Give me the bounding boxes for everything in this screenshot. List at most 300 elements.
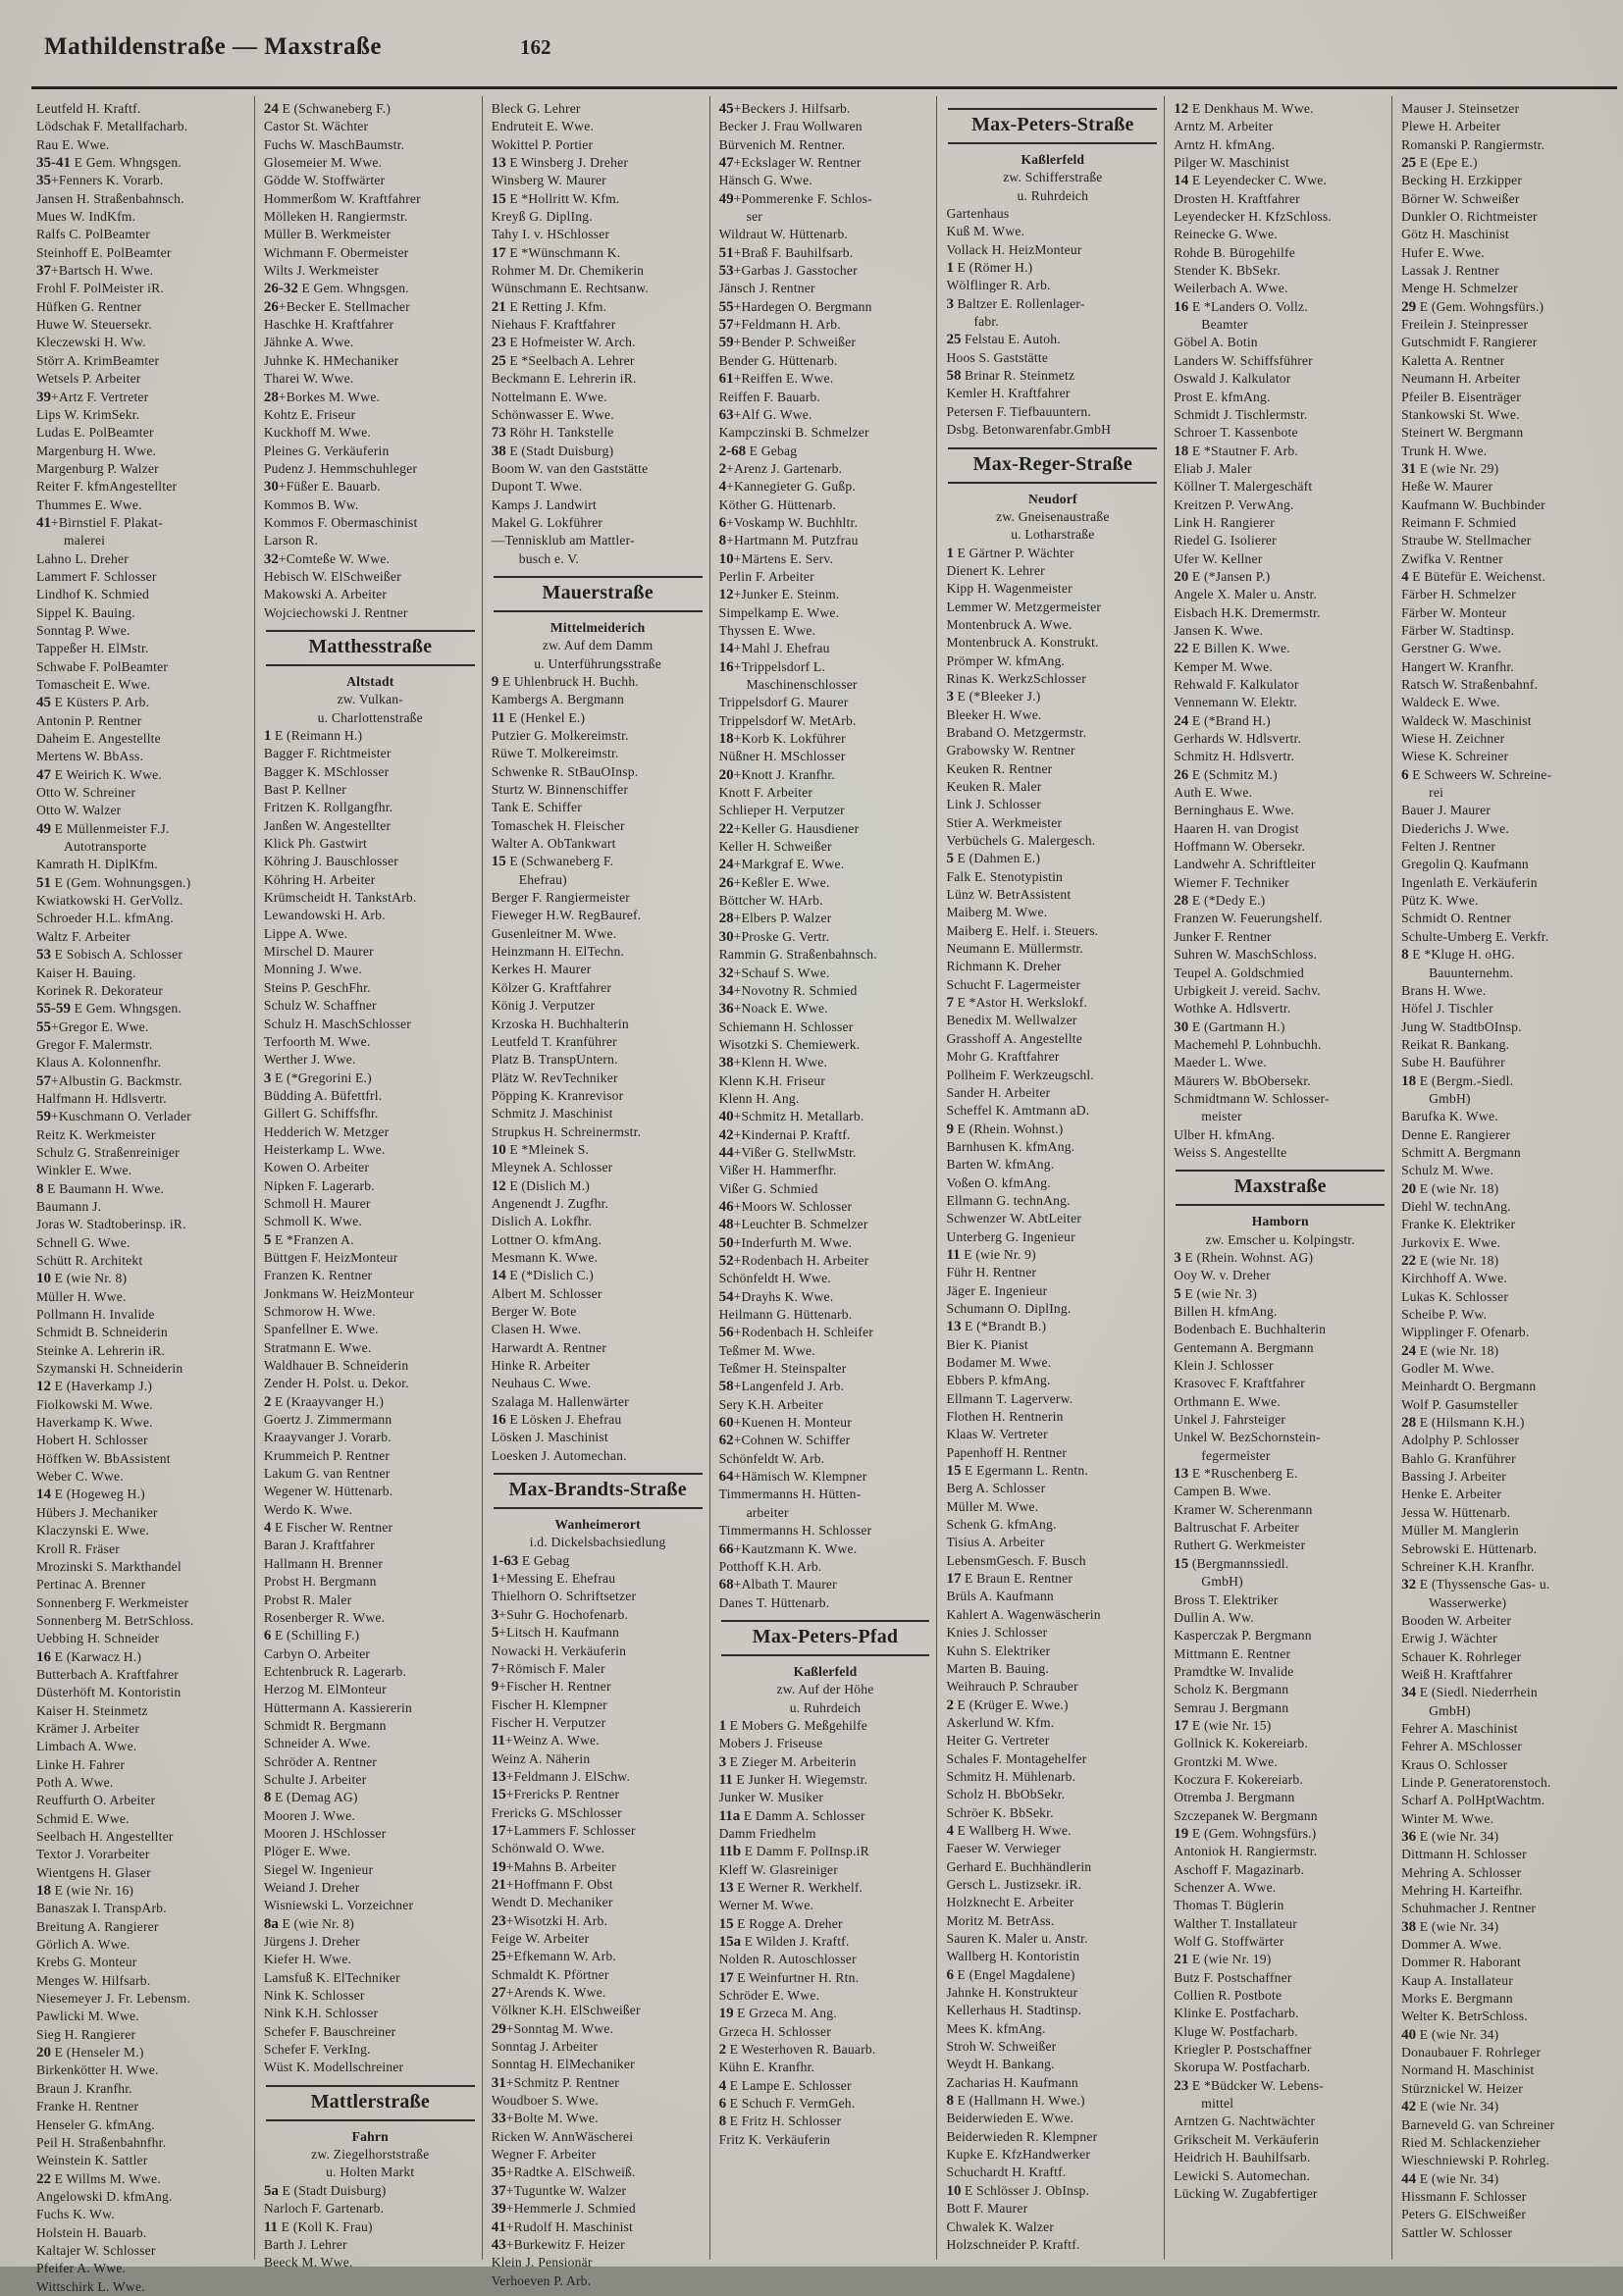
directory-entry: Fehrer A. MSchlosser bbox=[1401, 1739, 1523, 1754]
directory-entry: 13 E *Ruschenberg E. bbox=[1174, 1466, 1298, 1483]
directory-entry: Pfeiler B. Eisenträger bbox=[1401, 389, 1521, 404]
directory-entry: Beiderwieden E. Wwe. bbox=[946, 2111, 1074, 2126]
directory-entry: Lödschak F. Metallfacharb. bbox=[36, 119, 188, 134]
directory-entry: Gillert G. Schiffsfhr. bbox=[263, 1106, 379, 1122]
directory-entry: Normand H. Maschinist bbox=[1401, 2062, 1535, 2078]
directory-entry: 45+Beckers J. Hilfsarb. bbox=[718, 101, 851, 117]
directory-entry: Moritz M. BetrAss. bbox=[946, 1912, 1055, 1928]
masthead-rule bbox=[31, 86, 1617, 89]
district-label: Kaßlerfeld bbox=[1021, 152, 1085, 167]
directory-entry: Kamps J. Landwirt bbox=[491, 496, 597, 512]
house-number: 35-41 bbox=[36, 155, 71, 172]
house-number: 49 bbox=[718, 190, 734, 207]
house-number: 23 bbox=[1174, 2077, 1189, 2094]
entry-continuation: Beamter bbox=[1201, 317, 1248, 333]
directory-entry: Schlieper H. Verputzer bbox=[718, 803, 845, 818]
house-number: 2 bbox=[718, 460, 727, 477]
house-number: 35 bbox=[491, 2165, 506, 2181]
directory-entry: Szczepanek W. Bergmann bbox=[1174, 1807, 1318, 1823]
directory-entry: Poth A. Wwe. bbox=[36, 1774, 114, 1790]
house-number: 14 bbox=[1174, 173, 1189, 189]
directory-entry: 34 E (Siedl. Niederrhein bbox=[1401, 1685, 1538, 1701]
house-number: 34 bbox=[1401, 1685, 1417, 1701]
directory-entry: Orthmann E. Wwe. bbox=[1174, 1393, 1281, 1409]
directory-entry: 4 E Wallberg H. Wwe. bbox=[946, 1822, 1072, 1839]
directory-entry: Schönfeldt H. Wwe. bbox=[718, 1271, 831, 1286]
directory-entry: 15+Frericks P. Rentner bbox=[491, 1787, 620, 1803]
directory-entry: 26+Keßler E. Wwe. bbox=[718, 874, 830, 891]
house-number: 11 bbox=[491, 709, 505, 726]
directory-entry: Kaltajer W. Schlosser bbox=[36, 2242, 156, 2258]
directory-entry: Spanfellner E. Wwe. bbox=[263, 1322, 379, 1337]
directory-entry: Kommos B. Ww. bbox=[263, 496, 359, 512]
directory-entry: Schuchardt H. Kraftf. bbox=[946, 2165, 1067, 2180]
house-number: 41 bbox=[491, 2218, 506, 2235]
entry-continuation: Maschinenschlosser bbox=[746, 677, 858, 692]
directory-entry: Birkenkötter H. Wwe. bbox=[36, 2062, 159, 2078]
directory-entry: Bauer J. Maurer bbox=[1401, 803, 1492, 818]
house-number: 47 bbox=[718, 155, 734, 172]
directory-entry: 18+Korb K. Lokführer bbox=[718, 731, 846, 748]
directory-entry: Göbel A. Botin bbox=[1174, 335, 1258, 350]
directory-entry: Arntzen G. Nachtwächter bbox=[1174, 2113, 1316, 2129]
directory-entry: Putzier G. Molkereimstr. bbox=[491, 728, 629, 743]
directory-entry: Schmorow H. Wwe. bbox=[263, 1304, 376, 1319]
directory-entry: 27+Arends K. Wwe. bbox=[491, 1985, 606, 2002]
directory-entry: Loesken J. Automechan. bbox=[491, 1447, 627, 1463]
house-number: 12 bbox=[36, 1379, 51, 1395]
directory-entry: 2 E (Kraayvanger H.) bbox=[263, 1393, 385, 1410]
street-header: Mauerstraße bbox=[494, 576, 703, 612]
directory-entry: Berger F. Rangiermeister bbox=[491, 890, 630, 906]
directory-entry: Linke H. Fahrer bbox=[36, 1756, 126, 1772]
directory-entry: Keuken R. Maler bbox=[946, 779, 1042, 794]
house-number: 10 bbox=[491, 1141, 506, 1158]
directory-entry: Krzoska H. Buchhalterin bbox=[491, 1016, 629, 1031]
directory-entry: Lippe A. Wwe. bbox=[263, 925, 348, 941]
directory-entry: Werner M. Wwe. bbox=[718, 1898, 814, 1913]
directory-entry: Angele X. Maler u. Anstr. bbox=[1174, 587, 1318, 602]
directory-entry: 42+Kindernai P. Kraftf. bbox=[718, 1126, 851, 1143]
directory-entry: Pollheim F. Werkzeugschl. bbox=[946, 1067, 1095, 1082]
directory-entry: 34+Novotny R. Schmied bbox=[718, 982, 858, 999]
directory-entry: Kriegler P. Postschaffner bbox=[1174, 2042, 1312, 2058]
directory-entry: Szymanski H. Schneiderin bbox=[36, 1361, 183, 1377]
directory-entry: Walther T. Installateur bbox=[1174, 1915, 1297, 1931]
directory-entry: 55-59 E Gem. Whngsgen. bbox=[36, 1001, 183, 1018]
directory-entry: Fischer H. Verputzer bbox=[491, 1714, 606, 1730]
house-number: 3 bbox=[946, 295, 954, 312]
directory-entry: 4 E Bütefür E. Weichenst. bbox=[1401, 568, 1546, 585]
directory-entry: Frericks G. MSchlosser bbox=[491, 1804, 622, 1820]
house-number: 35 bbox=[36, 173, 51, 189]
directory-entry: Carbyn O. Arbeiter bbox=[263, 1645, 371, 1661]
directory-entry: Kreitzen P. VerwAng. bbox=[1174, 496, 1294, 512]
directory-entry: Wientgens H. Glaser bbox=[36, 1864, 151, 1880]
directory-entry: Verhoeven P. Arb. bbox=[491, 2272, 592, 2288]
directory-entry: Petersen F. Tiefbauuntern. bbox=[946, 403, 1092, 419]
directory-entry: Unterberg G. Ingenieur bbox=[946, 1228, 1075, 1244]
directory-entry: König J. Verputzer bbox=[491, 998, 596, 1014]
directory-entry: Maeder L. Wwe. bbox=[1174, 1055, 1267, 1070]
directory-entry: Dsbg. Betonwarenfabr.GmbH bbox=[946, 422, 1112, 438]
directory-entry: Gartenhaus bbox=[946, 206, 1010, 222]
directory-entry: Wildraut W. Hüttenarb. bbox=[718, 227, 849, 242]
directory-entry: Antoniok H. Rangiermstr. bbox=[1174, 1844, 1318, 1859]
district-label: Hamborn bbox=[1251, 1214, 1309, 1229]
directory-entry: Askerlund W. Kfm. bbox=[946, 1714, 1055, 1730]
house-number: 66 bbox=[718, 1540, 734, 1557]
directory-entry: Hebisch W. ElSchweißer bbox=[263, 568, 401, 584]
directory-entry: 30+Füßer E. Bauarb. bbox=[263, 479, 381, 496]
directory-entry: Tank E. Schiffer bbox=[491, 800, 582, 815]
directory-entry: Dienert K. Lehrer bbox=[946, 562, 1045, 578]
directory-entry: 11a E Damm A. Schlosser bbox=[718, 1807, 865, 1824]
house-number: 61 bbox=[718, 371, 734, 388]
directory-entry: Ricken W. AnnWäscherei bbox=[491, 2128, 634, 2144]
directory-entry: 24 E (Schwaneberg F.) bbox=[263, 101, 392, 117]
directory-entry: 28 E (*Dedy E.) bbox=[1174, 893, 1266, 910]
directory-entry: Büdding A. Büfettfrl. bbox=[263, 1087, 383, 1103]
directory-entry: Adolphy P. Schlosser bbox=[1401, 1433, 1520, 1448]
house-number: 7 bbox=[491, 1660, 499, 1677]
directory-entry: Steinert W. Bergmann bbox=[1401, 425, 1524, 441]
directory-entry: 20 E (wie Nr. 18) bbox=[1401, 1180, 1499, 1197]
directory-entry: Rehwald F. Kalkulator bbox=[1174, 677, 1299, 692]
directory-entry: Tahy I. v. HSchlosser bbox=[491, 227, 610, 242]
directory-entry: 5 E *Franzen A. bbox=[263, 1231, 354, 1248]
directory-entry: Vißer G. Schmied bbox=[718, 1180, 818, 1196]
directory-entry: Hangert W. Kranfhr. bbox=[1401, 658, 1514, 674]
directory-entry: Maiberg M. Wwe. bbox=[946, 905, 1048, 920]
directory-entry: Thomas T. Büglerin bbox=[1174, 1898, 1284, 1913]
directory-entry: 68+Albath T. Maurer bbox=[718, 1577, 837, 1593]
house-number: 15 bbox=[946, 1463, 962, 1480]
directory-entry: Lukas K. Schlosser bbox=[1401, 1288, 1509, 1304]
street-header: Max-Brandts-Straße bbox=[494, 1473, 703, 1509]
directory-entry: Sube H. Bauführer bbox=[1401, 1055, 1505, 1070]
house-number: 73 bbox=[491, 425, 506, 442]
directory-entry: Rosenberger R. Wwe. bbox=[263, 1609, 386, 1625]
directory-entry: Schumann O. DiplIng. bbox=[946, 1300, 1072, 1316]
directory-entry: 15 E Rogge A. Dreher bbox=[718, 1915, 843, 1932]
directory-entry: Nipken F. Lagerarb. bbox=[263, 1177, 375, 1193]
directory-entry: Semrau J. Bergmann bbox=[1174, 1699, 1289, 1715]
directory-column-2 bbox=[254, 96, 482, 2270]
house-number: 37 bbox=[36, 263, 51, 280]
directory-entry: Romanski P. Rangiermstr. bbox=[1401, 136, 1545, 152]
directory-entry: 8+Hartmann M. Putzfrau bbox=[718, 533, 859, 549]
directory-entry: Nink K.H. Schlosser bbox=[263, 2006, 379, 2021]
house-number: 25 bbox=[946, 332, 962, 348]
directory-entry: 16 E (Karwacz H.) bbox=[36, 1648, 142, 1665]
directory-entry: 58+Langenfeld J. Arb. bbox=[718, 1379, 845, 1395]
directory-entry: Makel G. Lokführer bbox=[491, 514, 603, 530]
directory-entry: 39+Artz F. Vertreter bbox=[36, 389, 149, 405]
directory-entry: Bassing J. Arbeiter bbox=[1401, 1469, 1507, 1485]
directory-entry: Ooy W. v. Dreher bbox=[1174, 1268, 1271, 1283]
directory-entry: Albert M. Schlosser bbox=[491, 1285, 602, 1301]
directory-entry: Potthoff K.H. Arb. bbox=[718, 1558, 822, 1574]
directory-entry: 22 E Willms M. Wwe. bbox=[36, 2170, 161, 2187]
directory-entry: Goertz J. Zimmermann bbox=[263, 1412, 393, 1428]
house-number: 45 bbox=[718, 101, 734, 117]
directory-entry: 13 E (*Brandt B.) bbox=[946, 1319, 1047, 1335]
directory-entry: Eisbach H.K. Dremermstr. bbox=[1174, 604, 1321, 620]
directory-entry: Keller H. Schweißer bbox=[718, 839, 832, 855]
directory-entry: Schiemann H. Schlosser bbox=[718, 1018, 854, 1034]
house-number: 38 bbox=[491, 443, 506, 459]
house-number: 31 bbox=[1401, 460, 1417, 477]
directory-entry: Tappeßer H. ElMstr. bbox=[36, 641, 149, 656]
directory-entry: 73 Röhr H. Tankstelle bbox=[491, 425, 614, 442]
directory-entry: Schmitz H. Hdlsvertr. bbox=[1174, 749, 1295, 764]
directory-entry: Campen B. Wwe. bbox=[1174, 1484, 1272, 1499]
directory-entry: Nink K. Schlosser bbox=[263, 1988, 365, 2004]
directory-entry: Thyssen E. Wwe. bbox=[718, 622, 816, 638]
directory-entry: Boom W. van den Gaststätte bbox=[491, 460, 649, 476]
directory-entry: 32+Schauf S. Wwe. bbox=[718, 965, 830, 981]
house-number: 21 bbox=[491, 1876, 506, 1893]
house-number: 13 bbox=[491, 1768, 506, 1785]
directory-entry: 19 E (Gem. Wohngsfürs.) bbox=[1174, 1825, 1317, 1842]
directory-entry: Reiter F. kfmAngestellter bbox=[36, 479, 178, 495]
house-number: 11a bbox=[718, 1807, 741, 1824]
directory-entry: Damm Friedhelm bbox=[718, 1825, 816, 1841]
directory-entry: Köther G. Hüttenarb. bbox=[718, 496, 837, 512]
directory-entry: Beiderwieden R. Klempner bbox=[946, 2128, 1098, 2144]
house-number: 23 bbox=[491, 1912, 506, 1929]
directory-entry: Lassak J. Rentner bbox=[1401, 263, 1499, 279]
directory-entry: 15 (Bergmannssiedl. bbox=[1174, 1555, 1289, 1572]
directory-entry: 19 E Grzeca M. Ang. bbox=[718, 2006, 837, 2022]
directory-entry: Scholz K. Bergmann bbox=[1174, 1682, 1289, 1697]
directory-entry: Scharf A. PolHptWachtm. bbox=[1401, 1793, 1545, 1808]
directory-entry: Dislich A. Lokfhr. bbox=[491, 1214, 593, 1229]
directory-entry: 57+Albustin G. Backmstr. bbox=[36, 1072, 183, 1089]
directory-entry: Müller M. Manglerin bbox=[1401, 1523, 1519, 1539]
directory-entry: 41+Rudolf H. Maschinist bbox=[491, 2218, 634, 2235]
directory-entry: Wipplinger F. Ofenarb. bbox=[1401, 1325, 1530, 1340]
directory-entry: 35+Fenners K. Vorarb. bbox=[36, 173, 164, 189]
directory-entry: Mehring A. Schlosser bbox=[1401, 1864, 1522, 1880]
house-number: 38 bbox=[1401, 1918, 1417, 1935]
house-number: 8 bbox=[36, 1180, 44, 1197]
directory-entry: Krummeich P. Rentner bbox=[263, 1447, 391, 1463]
directory-entry: Kahlert A. Wagenwäscherin bbox=[946, 1606, 1101, 1622]
directory-entry: Prost E. kfmAng. bbox=[1174, 389, 1271, 404]
directory-entry: 13 E Werner R. Werkhelf. bbox=[718, 1880, 864, 1896]
directory-entry: 8a E (wie Nr. 8) bbox=[263, 1915, 355, 1932]
directory-entry: 60+Kuenen H. Monteur bbox=[718, 1415, 852, 1432]
directory-entry: Rau E. Wwe. bbox=[36, 136, 110, 152]
cross-street-label: zw. Schifferstraße bbox=[1003, 170, 1103, 185]
directory-entry: 33+Bolte M. Wwe. bbox=[491, 2111, 599, 2127]
directory-entry: Teßmer M. Wwe. bbox=[718, 1342, 815, 1358]
directory-entry: Kraayvanger J. Vorarb. bbox=[263, 1430, 392, 1445]
directory-entry: Nüßner H. MSchlosser bbox=[718, 749, 846, 764]
directory-entry: Uebbing H. Schneider bbox=[36, 1631, 160, 1646]
directory-entry: 14 E (Hogeweg H.) bbox=[36, 1487, 145, 1503]
directory-entry: Otremba J. Bergmann bbox=[1174, 1790, 1295, 1805]
directory-entry: Haschke H. Kraftfahrer bbox=[263, 317, 394, 333]
directory-entry: Juhnke K. HMechaniker bbox=[263, 352, 399, 368]
directory-entry: Schnell G. Wwe. bbox=[36, 1234, 131, 1250]
directory-entry: 3 E (*Gregorini E.) bbox=[263, 1070, 372, 1086]
directory-entry: 17 E Braun E. Rentner bbox=[946, 1571, 1073, 1588]
directory-entry: Tisius A. Arbeiter bbox=[946, 1535, 1045, 1550]
directory-entry: Kaiser H. Steinmetz bbox=[36, 1702, 148, 1718]
cross-street-label: u. Holten Markt bbox=[326, 2165, 415, 2180]
house-number: 50 bbox=[718, 1234, 734, 1251]
house-number: 10 bbox=[946, 2182, 962, 2199]
directory-entry: Collien R. Postbote bbox=[1174, 1988, 1283, 2004]
house-number: 12 bbox=[1174, 101, 1189, 117]
house-number: 15 bbox=[491, 854, 506, 870]
directory-entry: Montenbruck A. Konstrukt. bbox=[946, 635, 1099, 651]
directory-entry: Stürznickel W. Heizer bbox=[1401, 2080, 1524, 2096]
directory-entry: 15a E Wilden J. Kraftf. bbox=[718, 1934, 850, 1951]
directory-entry: Störr A. KrimBeamter bbox=[36, 352, 160, 368]
directory-entry: Frohl F. PolMeister iR. bbox=[36, 281, 165, 296]
directory-entry: Hoffmann W. Obersekr. bbox=[1174, 839, 1306, 855]
directory-entry: Mesmann K. Wwe. bbox=[491, 1249, 599, 1265]
directory-entry: 21+Hoffmann F. Obst bbox=[491, 1876, 613, 1893]
directory-entry: 15 E Egermann L. Rentn. bbox=[946, 1463, 1088, 1480]
directory-entry: Wiemer F. Techniker bbox=[1174, 874, 1289, 890]
directory-entry: Krümscheidt H. TankstArb. bbox=[263, 890, 417, 906]
house-number: 39 bbox=[36, 389, 51, 405]
house-number: 9 bbox=[491, 673, 499, 690]
house-number: 62 bbox=[718, 1433, 734, 1449]
directory-entry: Brüls A. Kaufmann bbox=[946, 1589, 1054, 1604]
directory-entry: Halfmann H. Hdlsvertr. bbox=[36, 1090, 167, 1106]
directory-entry: Koczura F. Kokereiarb. bbox=[1174, 1771, 1303, 1787]
directory-entry: Barufka K. Wwe. bbox=[1401, 1109, 1498, 1124]
directory-entry: 12+Junker E. Steinm. bbox=[718, 587, 840, 603]
directory-entry: Castor St. Wächter bbox=[263, 119, 369, 134]
directory-entry: Sander H. Arbeiter bbox=[946, 1084, 1051, 1100]
house-number: 1 bbox=[946, 260, 954, 277]
directory-entry: 9+Fischer H. Rentner bbox=[491, 1679, 611, 1696]
directory-entry: Fiolkowski M. Wwe. bbox=[36, 1396, 153, 1412]
house-number: 10 bbox=[36, 1271, 51, 1287]
directory-entry: Kambergs A. Bergmann bbox=[491, 692, 624, 707]
directory-entry: 51 E (Gem. Wohnungsgen.) bbox=[36, 874, 191, 891]
directory-entry: Weinstein K. Sattler bbox=[36, 2153, 148, 2168]
directory-entry: Dullin A. Ww. bbox=[1174, 1609, 1254, 1625]
directory-entry: 9 E (Rhein. Wohnst.) bbox=[946, 1121, 1064, 1137]
directory-entry: Stier A. Werkmeister bbox=[946, 814, 1063, 830]
directory-entry: 8 E (Hallmann H. Wwe.) bbox=[946, 2093, 1085, 2110]
directory-entry: 16+Trippelsdorf L. bbox=[718, 658, 826, 675]
directory-entry: Braband O. Metzgermstr. bbox=[946, 724, 1087, 740]
directory-entry: Neumann H. Arbeiter bbox=[1401, 371, 1521, 387]
directory-entry: Ruthert G. Werkmeister bbox=[1174, 1538, 1306, 1553]
directory-entry: Kühn E. Kranfhr. bbox=[718, 2060, 815, 2075]
directory-entry: Weilerbach A. Wwe. bbox=[1174, 281, 1288, 296]
entry-continuation: GmbH) bbox=[1201, 1574, 1243, 1590]
directory-entry: Schulz W. Schaffner bbox=[263, 998, 377, 1014]
directory-entry: Gerstner G. Wwe. bbox=[1401, 641, 1502, 656]
house-number: 3 bbox=[718, 1753, 727, 1770]
directory-entry: Daheim E. Angestellte bbox=[36, 731, 161, 747]
directory-entry: Kleczewski H. Ww. bbox=[36, 335, 146, 350]
directory-entry: Mleynek A. Schlosser bbox=[491, 1160, 613, 1175]
directory-entry: Reimann F. Schmied bbox=[1401, 514, 1517, 530]
directory-entry: 2-68 E Gebag bbox=[718, 443, 798, 459]
directory-entry: Bodamer M. Wwe. bbox=[946, 1355, 1052, 1370]
directory-entry: Weinz A. Näherin bbox=[491, 1750, 591, 1766]
directory-entry: 49 E Müllenmeister F.J. bbox=[36, 820, 170, 837]
directory-entry: Pramdtke W. Invalide bbox=[1174, 1663, 1294, 1679]
directory-entry: Ulber H. kfmAng. bbox=[1174, 1126, 1276, 1142]
directory-entry: Kuß M. Wwe. bbox=[946, 224, 1025, 239]
directory-entry: 37+Tuguntke W. Walzer bbox=[491, 2182, 627, 2199]
directory-entry: 23 E *Büdcker W. Lebens- bbox=[1174, 2077, 1324, 2094]
directory-entry: Haverkamp K. Wwe. bbox=[36, 1415, 153, 1431]
directory-entry: Scheffel K. Amtmann aD. bbox=[946, 1103, 1090, 1119]
directory-entry: 13+Feldmann J. ElSchw. bbox=[491, 1768, 631, 1785]
directory-entry: Waldeck W. Maschinist bbox=[1401, 712, 1532, 728]
directory-entry: Schuhmacher J. Rentner bbox=[1401, 1901, 1537, 1916]
directory-entry: Endruteit E. Wwe. bbox=[491, 119, 595, 134]
directory-entry: Schulte J. Arbeiter bbox=[263, 1771, 367, 1787]
directory-entry: Riedel G. Isolierer bbox=[1174, 533, 1277, 548]
directory-entry: Diederichs J. Wwe. bbox=[1401, 820, 1509, 836]
directory-entry: 26 E (Schmitz M.) bbox=[1174, 766, 1278, 783]
directory-entry: Waldhauer B. Schneiderin bbox=[263, 1358, 409, 1374]
directory-entry: Beckmann E. Lehrerin iR. bbox=[491, 371, 637, 387]
directory-entry: 57+Feldmann H. Arb. bbox=[718, 317, 841, 334]
directory-column-3 bbox=[482, 96, 709, 2288]
directory-entry: Bodenbach E. Buchhalterin bbox=[1174, 1322, 1327, 1337]
street-header: Max-Peters-Pfad bbox=[721, 1620, 930, 1656]
directory-entry: Reinecke G. Wwe. bbox=[1174, 227, 1278, 242]
directory-entry: Platz B. TranspUntern. bbox=[491, 1052, 618, 1068]
directory-column-1 bbox=[27, 96, 254, 2294]
house-number: 9 bbox=[946, 1121, 954, 1137]
house-number: 3 bbox=[491, 1606, 499, 1623]
house-number: 2 bbox=[946, 1696, 954, 1713]
house-number: 34 bbox=[718, 982, 734, 999]
directory-entry: Schefer F. Bauschreiner bbox=[263, 2023, 396, 2039]
house-number: 25 bbox=[491, 352, 506, 369]
directory-entry: Otto W. Schreiner bbox=[36, 785, 136, 801]
directory-entry: Nolden R. Autoschlosser bbox=[718, 1952, 857, 1967]
directory-entry: Jessa W. Hüttenarb. bbox=[1401, 1504, 1511, 1520]
directory-entry: 38 E (Stadt Duisburg) bbox=[491, 443, 614, 459]
directory-entry: 7 E *Astor H. Werkslokf. bbox=[946, 995, 1088, 1012]
directory-entry: Kuckhoff M. Wwe. bbox=[263, 425, 372, 441]
entry-continuation: GmbH) bbox=[1429, 1090, 1471, 1106]
directory-entry: Klaczynski E. Wwe. bbox=[36, 1523, 150, 1539]
directory-entry: Ratsch W. Straßenbahnf. bbox=[1401, 677, 1539, 692]
directory-entry: Pilger W. Maschinist bbox=[1174, 155, 1289, 171]
house-number: 8 bbox=[718, 2113, 727, 2130]
directory-entry: Baumann J. bbox=[36, 1198, 102, 1214]
directory-entry: —Tennisklub am Mattler- bbox=[491, 533, 635, 548]
house-number: 44 bbox=[1401, 2170, 1417, 2187]
directory-entry: Kluge W. Postfacharb. bbox=[1174, 2023, 1298, 2039]
directory-entry: Perlin F. Arbeiter bbox=[718, 568, 814, 584]
house-number: 4 bbox=[718, 479, 727, 496]
directory-entry: Stroh W. Schweißer bbox=[946, 2039, 1057, 2055]
directory-entry: Ellmann T. Lagerverw. bbox=[946, 1390, 1073, 1406]
house-number: 53 bbox=[718, 263, 734, 280]
directory-entry: Kipp H. Wagenmeister bbox=[946, 581, 1073, 597]
directory-entry: Beeck M. Wwe. bbox=[263, 2255, 353, 2270]
